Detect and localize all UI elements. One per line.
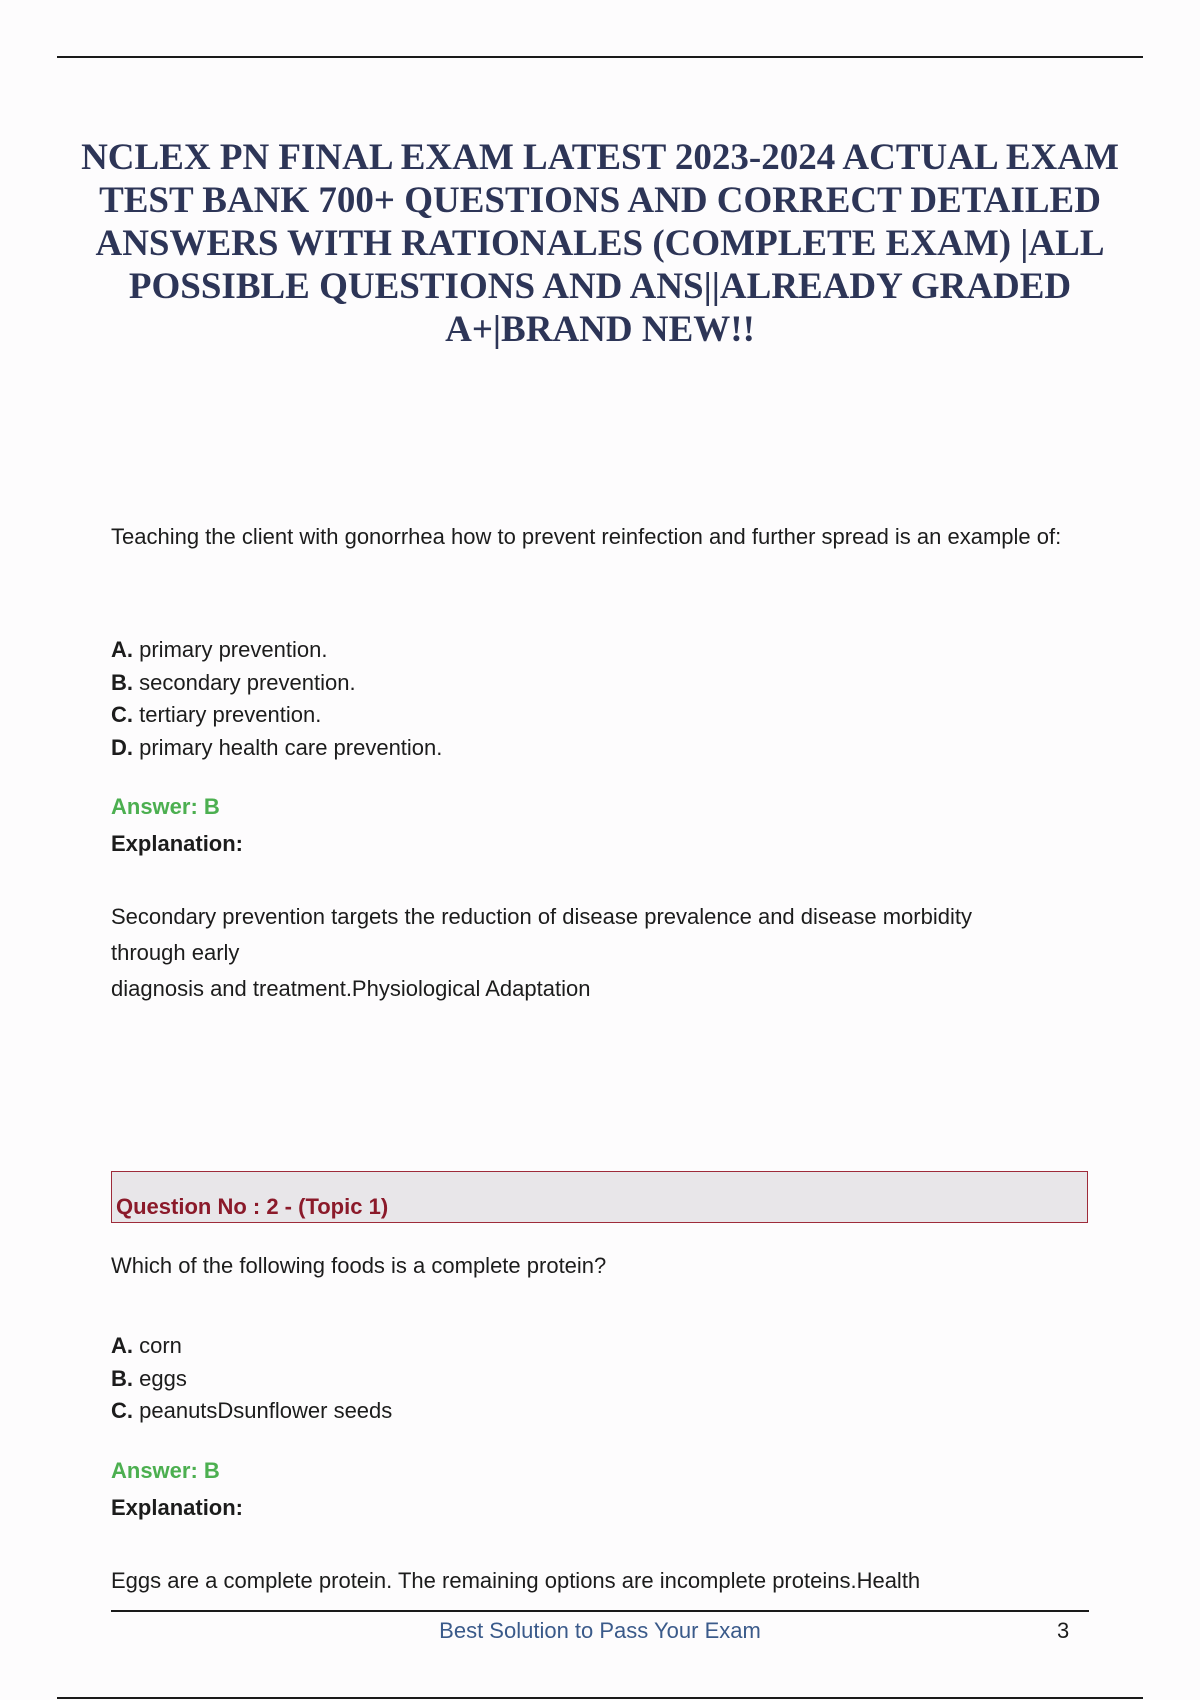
page-number: 3 — [1057, 1618, 1070, 1643]
bottom-rule — [57, 1697, 1143, 1699]
question-1-explanation: Secondary prevention targets the reduction of disease prevalence and disease morbidity through early diagnosis and treatment.Physiological Adaptation — [111, 904, 972, 1001]
option-a: A. primary prevention. — [111, 637, 328, 662]
question-2-explanation: Eggs are a complete protein. The remaining options are incomplete proteins.Health — [111, 1568, 921, 1593]
footer-text: Best Solution to Pass Your Exam — [439, 1618, 761, 1643]
option-b: B. secondary prevention. — [111, 669, 356, 695]
question-1-options — [111, 634, 1091, 764]
option-c: C. peanutsDsunflower seeds — [111, 1398, 393, 1423]
question-1-explanation-label: Explanation: — [111, 831, 244, 856]
option-c: C. tertiary prevention. — [111, 702, 322, 727]
question-2-header-box — [111, 1171, 1088, 1223]
question-2-answer: Answer: B — [111, 1458, 220, 1483]
document-title: NCLEX PN FINAL EXAM LATEST 2023-2024 ACTUAL EXAM TEST BANK 700+ QUESTIONS AND CORRECT DETAILED ANSWERS WITH RATIONALES (COMPLETE EXAM) |ALL POSSIBLE QUESTIONS AND ANS||ALREADY GRADED A+|BRAND NEW!! — [81, 137, 1119, 350]
question-2-text: Which of the following foods is a complete protein? — [111, 1253, 607, 1278]
question-1-answer: Answer: B — [111, 794, 220, 819]
question-1-text: Teaching the client with gonorrhea how to prevent reinfection and further spread is an example of: — [111, 524, 1062, 549]
question-2-options — [111, 1330, 1091, 1428]
question-2-explanation-label: Explanation: — [111, 1495, 244, 1520]
footer-rule — [111, 1610, 1089, 1612]
option-a: A. corn — [111, 1333, 182, 1358]
option-b: B. eggs — [111, 1365, 187, 1391]
option-d: D. primary health care prevention. — [111, 734, 443, 760]
top-rule — [57, 56, 1143, 58]
question-2-header: Question No : 2 - (Topic 1) — [116, 1194, 389, 1219]
